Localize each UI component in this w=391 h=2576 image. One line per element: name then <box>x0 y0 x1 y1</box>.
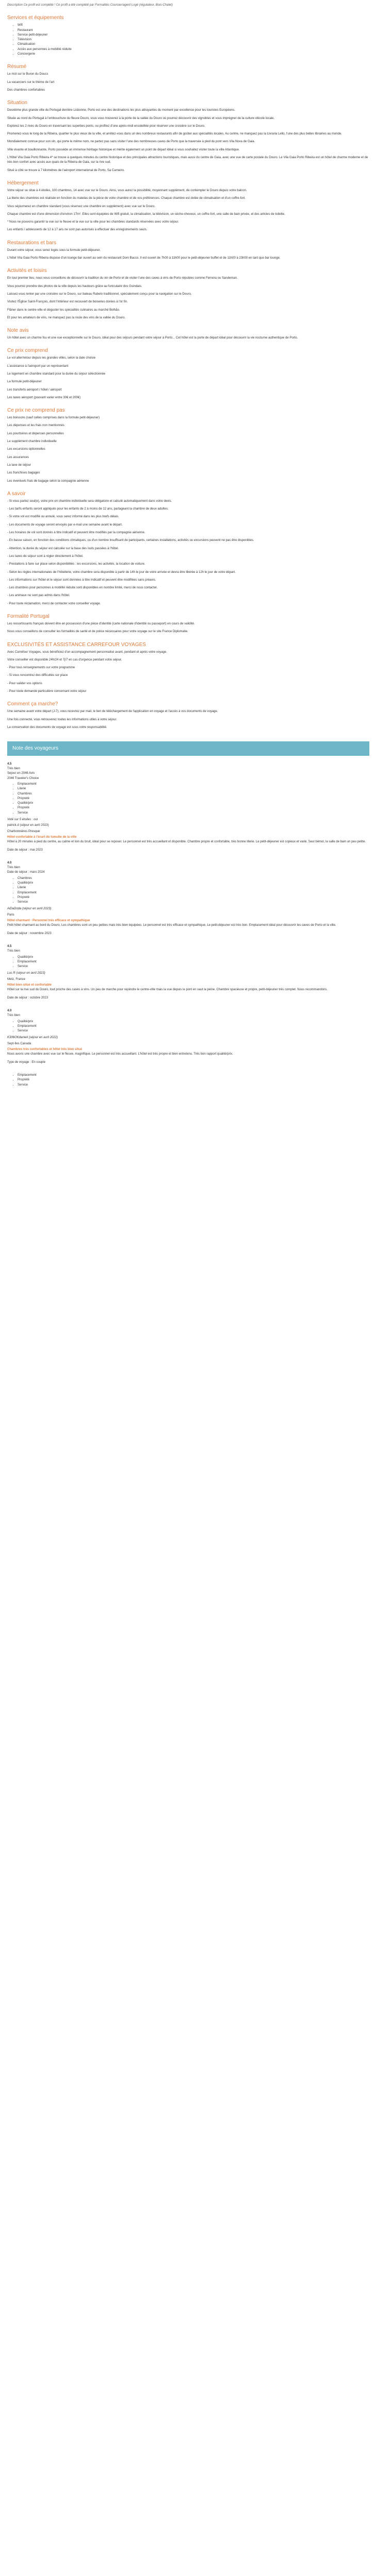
section-title: Situation <box>7 100 27 106</box>
review-meta: Date de séjour : mars 2024 <box>7 871 45 874</box>
section-paragraph: - Les taxes de séjour sont à régler directement à l'hôtel. <box>7 554 84 558</box>
review-criterion: • Qualité/prix <box>18 801 369 806</box>
amenity-item: • Service petit-déjeuner <box>18 33 369 38</box>
section-paragraph: Un hôtel avec un charme fou et une vue exceptionnelle sur le Douro, idéal pour des séjours pendant votre séjour à Porto... Cet hôtel est la porte de départ idéal pour découvrir la vie nocturne authentique de Porto. <box>7 336 298 340</box>
review-criteria-list <box>7 1073 369 1088</box>
review-criterion: • Service <box>18 811 369 816</box>
review-criterion: • Propreté <box>18 796 369 801</box>
section-paragraph: L'assistance à l'aéroport par un représentant <box>7 364 69 368</box>
section-title: Note avis <box>7 328 29 334</box>
section-title: Services et équipements <box>7 15 64 21</box>
review-criterion: • Qualité/prix <box>18 1020 369 1024</box>
review-criterion: • Chambres <box>18 876 369 881</box>
review-criterion: • Literie <box>18 886 369 890</box>
review-rating-label: Très bien <box>7 1014 20 1018</box>
section-paragraph: Les pourboires et dépenses personnelles <box>7 432 64 435</box>
section-paragraph: Les transferts aéroport / hôtel / aéroport <box>7 388 62 392</box>
review-card <box>7 1073 369 1088</box>
section-paragraph: Votre conseiller est disponible 24h/24 et 7j/7 en cas d'urgence pendant votre séjour. <box>7 658 122 662</box>
section-paragraph: - Pour toute demande particulière concernant votre séjour <box>7 690 87 693</box>
review-date: Type de voyage : En couple <box>7 1060 46 1064</box>
section-paragraph: Et pour les amateurs de vins, ne manquez pas la route des vins de la vallée du Douro. <box>7 316 126 319</box>
review-criterion: • Service <box>18 1083 369 1088</box>
amenity-item: • Conciergerie <box>18 52 369 57</box>
section-paragraph: En tout premier lieu, nous vous conseillons de découvrir la tradition du vin de Porto et de visiter l'une des caves à vins de Porto réputées comme Ferreira ou Sandeman. <box>7 277 238 280</box>
review-author: K306OKdanieli (séjour en avril 2022) <box>7 1036 58 1040</box>
section-paragraph: La literie des chambres est réalisée en fonction du matelas de la pièce de votre chambre et de vos préférences. Chaque chambre est dotée de climatisation et d'un coffre-fort. <box>7 197 246 200</box>
amenity-item: • Télévision <box>18 38 369 42</box>
section-paragraph: - Attention, la durée du séjour est calculée sur la base des nuits passées à l'hôtel. <box>7 547 119 550</box>
review-date: Date de séjour : octobre 2023 <box>7 996 48 999</box>
section-title: A savoir <box>7 490 26 497</box>
section-paragraph: - Pour toute réclamation, merci de contacter votre conseiller voyage. <box>7 602 101 605</box>
section-paragraph: Flâner dans le centre-ville et déguster les spécialités culinaires au marché Bolhão. <box>7 308 120 312</box>
section-paragraph: Nous vous conseillons de consulter les formalités de santé et de police nécessaires pour votre voyage sur le site France Diplomatie. <box>7 630 188 634</box>
section-title: Activités et loisirs <box>7 268 47 274</box>
section-paragraph: Une fois connecté, vous retrouverez toutes les informations utiles à votre séjour. <box>7 718 117 721</box>
section-paragraph: Les assurances <box>7 455 29 459</box>
section-paragraph: Le supplément chambre individuelle <box>7 440 57 444</box>
review-criterion: • Chambres <box>18 792 369 796</box>
review-criterion: • Propreté <box>18 895 369 900</box>
amenity-item: • Accès aux personnes à mobilité réduite <box>18 47 369 52</box>
review-rating-label: Très bien <box>7 866 20 870</box>
section-paragraph: La conservation des documents de voyage est sous votre responsabilité. <box>7 725 107 729</box>
amenity-list <box>7 23 369 57</box>
section-paragraph: - Pour valider vos options <box>7 682 42 685</box>
info-sections <box>7 15 369 730</box>
review-criterion: • Qualité/prix <box>18 955 369 960</box>
section-paragraph: Promenez-vous le long de la Ribeira, quartier le plus vieux de la ville, et arrêtez-vous dans un des nombreux restaurants afin de goûter aux spécialités locales. Au centre, ne manquez pas la Livraria Lello, l'une des plus belles librairies au monde. <box>7 132 342 136</box>
section-title: Comment ça marche? <box>7 701 58 707</box>
section-paragraph: Ville vivante et bouillonnante, Porto possède un immense héritage historique et mérite également un point de départ idéal si vous souhaitez visiter toute la ville Atlantique. <box>7 148 240 151</box>
amenity-item: • Wifi <box>18 23 369 28</box>
review-criteria-list <box>7 782 369 816</box>
section-paragraph: - Les documents de voyage seront envoyés par e-mail une semaine avant le départ. <box>7 523 123 527</box>
review-criterion: • Service <box>18 900 369 905</box>
section-paragraph: Les enfants / adolescents de 12 à 17 ans ne sont pas autorisés à effectuer des enregistrements seuls. <box>7 228 148 232</box>
review-title: Chambres très confortables et hôtel très bien situé <box>7 1048 83 1052</box>
section-paragraph: La taxe de séjour <box>7 463 31 467</box>
review-text: Petit hôtel charmant au bord du Douro. Les chambres sont un peu petites mais très bien équipées. Le personnel est très efficace et sympathique. Le petit-déjeuner est très bon. Emplacement idéal pour découvrir les caves de Porto et la ville. <box>7 924 336 927</box>
section-paragraph: - Les tarifs enfants seront appliqués pour les enfants de 2 à moins de 12 ans, partageant la chambre de deux adultes. <box>7 507 169 511</box>
review-meta: Sejour en 2046 Avis <box>7 772 35 775</box>
review-criterion: • Service <box>18 1029 369 1033</box>
section-paragraph: - Les horaires de vol sont donnés à titre indicatif et peuvent être modifiés par la compagnie aérienne. <box>7 531 145 535</box>
review-text: Hôtel à 20 minutes à pied du centre, au calme et loin du bruit, idéal pour se reposer. Le personnel est très accueillant et disponible. Chambre propre et confortable, très bonne literie. Le petit-déjeuner est copieux et varié. Seul bémol, la salle de bain un peu petite. <box>7 840 366 844</box>
section-title: EXCLUSIVITÉS ET ASSISTANCE CARREFOUR VOYAGES <box>7 641 146 648</box>
section-paragraph: Une semaine avant votre départ (J-7), vous recevrez par mail, le lien de téléchargement de l'application en voyage et l'accès à vos documents de voyage. <box>7 710 218 714</box>
section-paragraph: - Si vous partez seul(e), votre prix en chambre individuelle sera obligatoire et calculé automatiquement dans votre devis. <box>7 499 172 503</box>
section-paragraph: - Si votre vol est modifié ou annulé, vous serez informé dans les plus brefs délais. <box>7 515 119 519</box>
review-card <box>7 1009 369 1065</box>
review-author: AiDaDoda (séjour en avril 2023) <box>7 907 52 911</box>
section-paragraph: Laissez-vous tenter par une croisière sur le Douro, sur bateau Rabelo traditionnel, spécialement conçu pour la navigation sur le Douro. <box>7 292 192 296</box>
review-criterion: • Emplacement <box>18 1024 369 1029</box>
review-card <box>7 861 369 936</box>
section-paragraph: - Si vous rencontrez des difficultés sur place <box>7 674 68 677</box>
review-rating-label: Très bien <box>7 767 20 771</box>
section-paragraph: Deuxième plus grande ville du Portugal derrière Lisbonne, Porto est une des destinations les plus attrayantes du moment par excellence pour les touristes Européens. <box>7 109 235 112</box>
review-title: Hôtel confortable à l'écart du tumulte de la ville <box>7 835 77 839</box>
section-title: Ce prix comprend <box>7 348 48 354</box>
review-rating-label: Très bien <box>7 950 20 953</box>
review-score: 4.5 <box>7 762 12 766</box>
review-criteria-list <box>7 876 369 905</box>
section-paragraph: - En basse saison, en fonction des conditions climatiques, ou d'un nombre insuffisant de participants, certaines installations, activités ou excursions peuvent ne pas être disponibles. <box>7 539 254 543</box>
review-meta: 2046 Traveler's Choice <box>7 776 39 780</box>
section-title: Formalité Portugal <box>7 614 50 619</box>
review-criterion: • Emplacement <box>18 1073 369 1078</box>
section-paragraph: Située au nord du Portugal à l'embouchure du fleuve Douro, vous vous trouverez à la porte de la vallée du Douro où pourrez découvrir des vignobles et vous imprégner de la culture viticole locale. <box>7 116 275 120</box>
section-paragraph: Des chambres confortables <box>7 88 45 92</box>
review-criterion: • Service <box>18 964 369 969</box>
section-paragraph: - Selon les règles internationales de l'hôtellerie, votre chambre sera disponible à partir de 14h le jour de votre arrivée et devra être libérée à 12h le jour de votre départ. <box>7 570 236 574</box>
section-title: Ce prix ne comprend pas <box>7 408 65 414</box>
section-paragraph: L'Hôtel Vila Gaia Porto Ribeira 4* se trouve à quelques minutes du centre historique et des principales attractions touristiques, mais aussi du centre de Gaia, avec une vue de carte postale du Douro. Le Vila Gaia Porto Ribeira est un hôtel de charme moderne et de très bon confort avec accès aux quais de la Ribeira de Gaia, sur la rive sud. <box>7 156 368 164</box>
review-criterion: • Literie <box>18 787 369 791</box>
review-score: 4.5 <box>7 944 12 948</box>
review-title: Hôtel charmant - Personnel très efficace et sympathique <box>7 919 90 923</box>
review-criterion: • Propreté <box>18 1078 369 1082</box>
section-paragraph: Le logement en chambre standard pour la durée du séjour sélectionnée <box>7 372 106 376</box>
review-score: 4.0 <box>7 1009 12 1012</box>
section-paragraph: - Prestations à faire sur place selon disponibilités : les excursions, les activités, la location de voiture. <box>7 563 145 566</box>
section-paragraph: Votre séjour se situe à 4 étoiles, 100 chambres, 14 avec vue sur le Douro. Ainsi, vous aurez la possibilité, moyennant supplément, de contempler le Douro depuis votre balcon. <box>7 189 247 192</box>
section-paragraph: Explorez les 2 rives du Douro en traversant les superbes ponts, ou profitez d'une après-midi ensoleillée pour réserver une croisière sur le Douro. <box>7 124 205 128</box>
review-criterion: • Propreté <box>18 806 369 810</box>
review-city: patrick.d (séjour en avril 2023) <box>7 824 49 827</box>
review-author: Voté sur 5 étoiles : oui <box>7 818 38 822</box>
review-title: Hôtel bien situé et confortable <box>7 984 52 987</box>
section-paragraph: Vous séjournerez en chambre standard (vous réservez une chambre en supplément) avec vue sur le Douro. <box>7 205 156 208</box>
section-paragraph: Situé à côté se trouve à 7 kilomètres de l'aéroport international de Porto, Sa Carneiro. <box>7 168 125 172</box>
review-author: Luc.R (séjour en avril 2023) <box>7 972 45 975</box>
review-card <box>7 762 369 853</box>
review-criterion: • Emplacement <box>18 960 369 964</box>
section-paragraph: Durant votre séjour, vous serez logés sous la formule petit-déjeuner. <box>7 248 101 252</box>
review-date: Date de séjour : mai 2023 <box>7 848 43 852</box>
section-paragraph: - Pour tous renseignements sur votre programme <box>7 666 75 670</box>
section-paragraph: Visitez l'Église Saint-François, dont l'intérieur est recouvert de boiseries dorées à l'or fin. <box>7 300 128 304</box>
review-text: Hôtel sur la rive sud du Douro, tout proche des caves à vins. Un peu de marche pour rejoindre le centre-ville mais la vue depuis le pont en vaut la peine. Chambre spacieuse et propre, petit-déjeuner très complet. Nous recommandons. <box>7 988 328 992</box>
section-paragraph: Les excursions optionnelles <box>7 448 45 451</box>
section-paragraph: - Les chambres pour personnes à mobilité réduite sont disponibles en nombre limité, merci de nous contacter. <box>7 586 158 590</box>
reviews-list <box>7 762 369 1088</box>
section-title: Hébergement <box>7 180 39 186</box>
section-paragraph: Le mot sur le Buron du Doucs <box>7 73 48 76</box>
amenity-item: • Climatisation <box>18 42 369 47</box>
section-paragraph: * Nous ne pouvons garantir la vue sur le fleuve et la vue sur la ville pour les chambres standards réservées avec votre séjour. <box>7 221 179 224</box>
review-city: Paris <box>7 913 14 917</box>
review-city: Metz, France <box>7 977 26 981</box>
section-paragraph: Mondialement connue pour son vin, qui porte le même nom, ne partez pas sans visiter l'une des nombreuses caves de Porto que la traversée à pied du pont vers Vila Nova de Gaia. <box>7 140 255 144</box>
review-city: Sept-îles Canada <box>7 1042 31 1045</box>
review-criterion: • Qualité/prix <box>18 881 369 886</box>
section-paragraph: Les franchises bagages <box>7 471 40 475</box>
review-date: Date de séjour : novembre 2023 <box>7 931 52 935</box>
amenity-item: • Restaurant <box>18 28 369 33</box>
page <box>0 0 377 1106</box>
section-paragraph: Le vol aller/retour depuis les grandes villes, selon la date choisie <box>7 357 96 360</box>
review-card <box>7 944 369 1001</box>
section-paragraph: Les taxes aéroport (pouvant varier entre 30€ et 200€) <box>7 396 81 399</box>
review-criterion: • Emplacement <box>18 891 369 895</box>
reviews-header-bar: Note des voyageurs <box>7 741 369 756</box>
section-paragraph: - Les animaux ne sont pas admis dans l'hôtel. <box>7 594 70 598</box>
section-paragraph: Les boissons (sauf celles comprises dans la formule petit-déjeuner) <box>7 416 100 420</box>
review-criteria-list <box>7 955 369 970</box>
section-paragraph: La vacanciers sur le thème de l'art <box>7 80 55 84</box>
section-paragraph: Les éventuels frais de bagage selon la compagnie aérienne <box>7 479 89 483</box>
section-paragraph: Chaque chambre est d'une dimension d'environ 17m². Elles sont équipées de Wifi gratuit, la climatisation, la télévision, un sèche-cheveux, un coffre-fort, une salle de bain privée, et des articles de toilette. <box>7 212 285 216</box>
section-title: Restaurations et bars <box>7 240 57 246</box>
review-criteria-list <box>7 1020 369 1034</box>
section-paragraph: Les dépenses et les frais non mentionnés <box>7 424 64 428</box>
section-paragraph: Vous pourrez prendre des photos de la ville depuis les hauteurs grâce au funiculaire dos Guindais. <box>7 284 142 288</box>
section-paragraph: La formule petit-déjeuner <box>7 380 42 384</box>
review-criterion: • Emplacement <box>18 782 369 787</box>
profile-note: Description Ce profil est complété ! Ce profil a été complété par Formalités Coursier/agent Logé (régulateur, Bois-Chalet) <box>7 4 173 7</box>
section-paragraph: Avec Carrefour Voyages, vous bénéficiez d'un accompagnement personnalisé avant, pendant et après votre voyage. <box>7 650 167 654</box>
review-text: Nous avons une chambre avec vue sur le fleuve, magnifique. Le personnel est très accueillant. L'hôtel est très propre et bien entretenu. Très bon rapport qualité/prix. <box>7 1053 233 1056</box>
review-location: Charbonnières Presque <box>7 829 40 833</box>
section-paragraph: - Les informations sur l'hôtel et le séjour sont données à titre indicatif et peuvent être modifiées sans préavis. <box>7 578 156 582</box>
section-title: Résumé <box>7 64 27 70</box>
section-paragraph: Les ressortissants français doivent être en possession d'une pièce d'identité (carte nationale d'identité ou passeport) en cours de validité. <box>7 622 195 625</box>
review-score: 4.0 <box>7 861 12 865</box>
section-paragraph: L'hôtel Vila Gaia Porto Ribeira dispose d'un lounge bar ouvert au sein du restaurant Dom Bacco. Il est ouvert de 7h00 à 11h00 pour le petit-déjeuner buffet et de 11h00 à 23h00 en tant que bar lounge. <box>7 257 281 260</box>
